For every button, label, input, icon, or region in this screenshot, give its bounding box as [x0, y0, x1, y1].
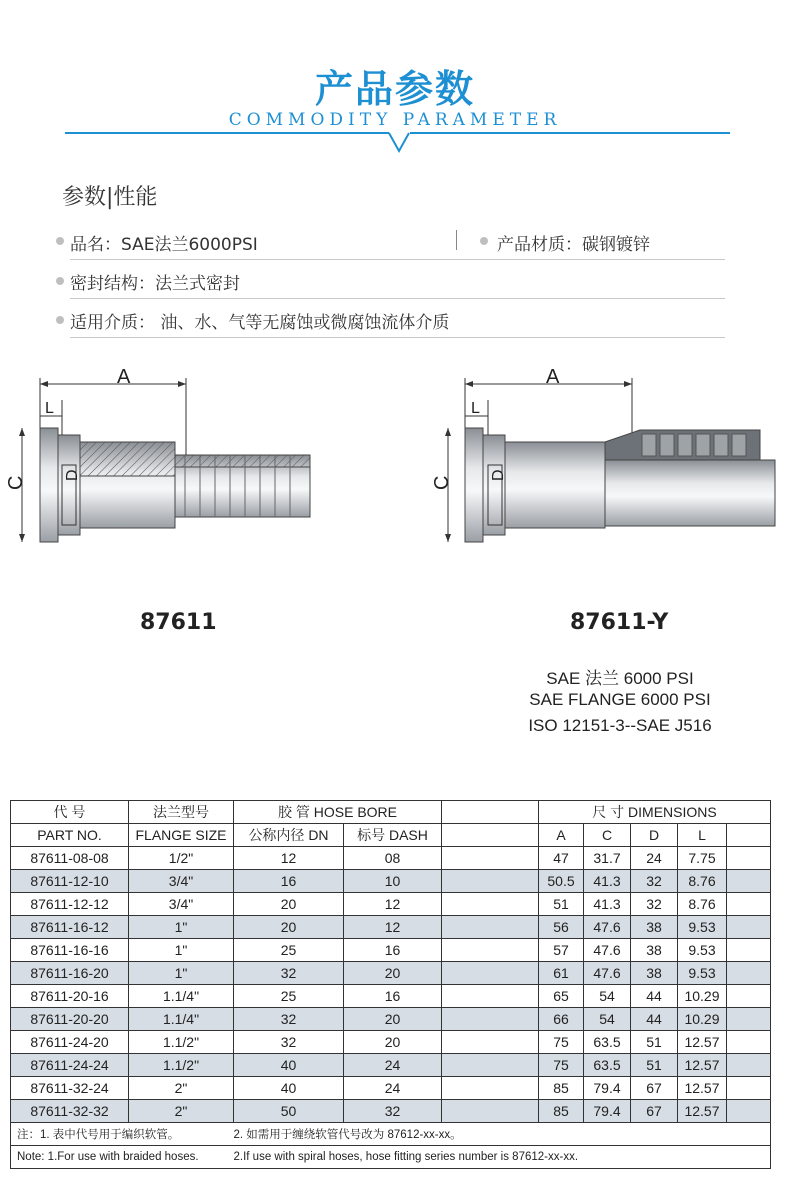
cell-flange: 1.1/2": [129, 1054, 234, 1077]
cell-part-no: 87611-32-24: [11, 1077, 129, 1100]
cell-flange: 1": [129, 939, 234, 962]
cell-c: 41.3: [584, 870, 631, 893]
cell-a: 75: [539, 1031, 584, 1054]
header-blank: [727, 824, 771, 847]
cell-l: 7.75: [678, 847, 727, 870]
row-divider: [70, 259, 725, 260]
cell-dash: 24: [344, 1077, 442, 1100]
cell-blank: [727, 1008, 771, 1031]
cell-d: 67: [631, 1100, 678, 1123]
header-flange-cn: 法兰型号: [129, 801, 234, 824]
note-en-2: 2.If use with spiral hoses, hose fitting series number is 87612-xx-xx.: [234, 1146, 771, 1169]
note-row: [11, 1123, 771, 1146]
cell-dn: 16: [234, 870, 344, 893]
cell-blank: [727, 939, 771, 962]
header-dash: 标号 DASH: [344, 824, 442, 847]
header-l: L: [678, 824, 727, 847]
dimension-a-label: A: [117, 366, 131, 388]
param-material: 产品材质：碳钢镀锌: [497, 235, 650, 255]
cell-d: 44: [631, 985, 678, 1008]
note-cn-2: 2. 如需用于缠绕软管代号改为 87612-xx-xx。: [234, 1123, 771, 1146]
cell-l: 12.57: [678, 1031, 727, 1054]
cell-dn: 25: [234, 939, 344, 962]
cell-a: 51: [539, 893, 584, 916]
header-hose-bore: 胶 管 HOSE BORE: [234, 801, 442, 824]
cell-d: 32: [631, 870, 678, 893]
cell-blank: [442, 893, 539, 916]
cell-a: 57: [539, 939, 584, 962]
param-media: 适用介质： 油、水、气等无腐蚀或微腐蚀流体介质: [70, 313, 450, 333]
cell-flange: 1/2": [129, 847, 234, 870]
cell-flange: 3/4": [129, 893, 234, 916]
dimension-l-label: L: [471, 400, 480, 417]
title-divider-right: [410, 132, 730, 134]
cell-a: 65: [539, 985, 584, 1008]
cell-blank: [727, 1077, 771, 1100]
table-row: [11, 1008, 771, 1031]
table-row: [11, 1031, 771, 1054]
cell-blank: [442, 962, 539, 985]
cell-a: 61: [539, 962, 584, 985]
cell-a: 56: [539, 916, 584, 939]
table-row: [11, 1077, 771, 1100]
cell-l: 9.53: [678, 962, 727, 985]
cell-l: 8.76: [678, 870, 727, 893]
page-subtitle: COMMODITY PARAMETER: [228, 110, 562, 130]
dimension-d-label: D: [490, 469, 507, 481]
cell-dn: 25: [234, 985, 344, 1008]
spec-line-1: SAE 法兰 6000 PSI: [546, 669, 694, 688]
cell-c: 54: [584, 1008, 631, 1031]
cell-a: 66: [539, 1008, 584, 1031]
cell-c: 54: [584, 985, 631, 1008]
cell-dash: 08: [344, 847, 442, 870]
header-part-no: PART NO.: [11, 824, 129, 847]
cell-a: 50.5: [539, 870, 584, 893]
table-row: [11, 962, 771, 985]
cell-flange: 1.1/4": [129, 985, 234, 1008]
cell-flange: 3/4": [129, 870, 234, 893]
cell-c: 31.7: [584, 847, 631, 870]
cell-dn: 40: [234, 1077, 344, 1100]
cell-l: 10.29: [678, 1008, 727, 1031]
spec-line-3: ISO 12151-3--SAE J516: [528, 716, 712, 735]
dimension-l-label: L: [45, 400, 54, 417]
cell-d: 44: [631, 1008, 678, 1031]
cell-l: 8.76: [678, 893, 727, 916]
section-title: 参数|性能: [62, 185, 158, 210]
cell-dn: 40: [234, 1054, 344, 1077]
cell-part-no: 87611-32-32: [11, 1100, 129, 1123]
cell-blank: [442, 1054, 539, 1077]
cell-part-no: 87611-24-24: [11, 1054, 129, 1077]
cell-blank: [442, 985, 539, 1008]
cell-part-no: 87611-16-12: [11, 916, 129, 939]
cell-l: 12.57: [678, 1100, 727, 1123]
cell-a: 85: [539, 1077, 584, 1100]
note-row: [11, 1146, 771, 1169]
cell-blank: [727, 1100, 771, 1123]
cell-part-no: 87611-16-20: [11, 962, 129, 985]
fitting-drawing-87611-y: [420, 360, 790, 560]
cell-a: 85: [539, 1100, 584, 1123]
table-row: [11, 870, 771, 893]
table-header-row: [11, 824, 771, 847]
cell-l: 10.29: [678, 985, 727, 1008]
cell-flange: 2": [129, 1077, 234, 1100]
title-divider-left: [65, 132, 389, 134]
cell-blank: [442, 870, 539, 893]
dimension-c-label: C: [5, 475, 27, 490]
cell-dash: 20: [344, 1008, 442, 1031]
cell-blank: [727, 962, 771, 985]
cell-blank: [442, 1008, 539, 1031]
cell-l: 12.57: [678, 1054, 727, 1077]
cell-l: 9.53: [678, 939, 727, 962]
cell-blank: [727, 870, 771, 893]
cell-a: 47: [539, 847, 584, 870]
cell-part-no: 87611-20-16: [11, 985, 129, 1008]
cell-part-no: 87611-24-20: [11, 1031, 129, 1054]
model-label-right: 87611-Y: [570, 610, 669, 635]
dimension-a-label: A: [546, 366, 560, 388]
param-seal: 密封结构：法兰式密封: [70, 274, 240, 294]
param-separator: [456, 230, 457, 250]
cell-dash: 20: [344, 962, 442, 985]
cell-part-no: 87611-12-10: [11, 870, 129, 893]
cell-d: 38: [631, 962, 678, 985]
model-label-left: 87611: [140, 610, 217, 635]
dimension-c-label: C: [431, 475, 453, 490]
cell-dash: 12: [344, 916, 442, 939]
cell-d: 51: [631, 1054, 678, 1077]
bullet-icon: [56, 237, 64, 245]
cell-d: 32: [631, 893, 678, 916]
bullet-icon: [56, 316, 64, 324]
cell-part-no: 87611-12-12: [11, 893, 129, 916]
cell-dn: 50: [234, 1100, 344, 1123]
cell-d: 67: [631, 1077, 678, 1100]
header-code-cn: 代 号: [11, 801, 129, 824]
cell-dash: 32: [344, 1100, 442, 1123]
cell-dn: 32: [234, 1031, 344, 1054]
cell-dash: 24: [344, 1054, 442, 1077]
fitting-drawing-87611: [0, 360, 330, 560]
note-en-1: Note: 1.For use with braided hoses.: [11, 1146, 234, 1169]
table-row: [11, 1054, 771, 1077]
cell-d: 38: [631, 939, 678, 962]
cell-c: 47.6: [584, 916, 631, 939]
row-divider: [70, 298, 725, 299]
cell-dash: 12: [344, 893, 442, 916]
cell-blank: [727, 985, 771, 1008]
spec-line-2: SAE FLANGE 6000 PSI: [529, 690, 711, 709]
cell-dn: 20: [234, 916, 344, 939]
cell-flange: 1": [129, 962, 234, 985]
table-row: [11, 985, 771, 1008]
header-dn: 公称内径 DN: [234, 824, 344, 847]
cell-dn: 20: [234, 893, 344, 916]
row-divider: [70, 337, 725, 338]
bullet-icon: [56, 277, 64, 285]
note-cn-1: 注：1. 表中代号用于编织软管。: [11, 1123, 234, 1146]
cell-blank: [727, 1031, 771, 1054]
cell-flange: 1.1/4": [129, 1008, 234, 1031]
cell-c: 79.4: [584, 1100, 631, 1123]
cell-c: 63.5: [584, 1031, 631, 1054]
header-blank: [442, 801, 539, 824]
header-d: D: [631, 824, 678, 847]
cell-blank: [727, 847, 771, 870]
header-blank: [442, 824, 539, 847]
param-name: 品名：SAE法兰6000PSI: [70, 235, 258, 255]
cell-blank: [442, 1100, 539, 1123]
table-row: [11, 939, 771, 962]
table-row: [11, 1100, 771, 1123]
dimension-d-label: D: [64, 469, 81, 481]
cell-dash: 16: [344, 939, 442, 962]
cell-part-no: 87611-20-20: [11, 1008, 129, 1031]
table-row: [11, 847, 771, 870]
cell-blank: [727, 1054, 771, 1077]
cell-d: 38: [631, 916, 678, 939]
cell-part-no: 87611-08-08: [11, 847, 129, 870]
cell-dn: 32: [234, 1008, 344, 1031]
header-a: A: [539, 824, 584, 847]
cell-c: 41.3: [584, 893, 631, 916]
cell-flange: 1.1/2": [129, 1031, 234, 1054]
cell-d: 51: [631, 1031, 678, 1054]
header-c: C: [584, 824, 631, 847]
header-dimensions: 尺 寸 DIMENSIONS: [539, 801, 771, 824]
cell-blank: [442, 939, 539, 962]
cell-blank: [442, 1031, 539, 1054]
cell-l: 9.53: [678, 916, 727, 939]
table-header-row: [11, 801, 771, 824]
cell-blank: [442, 1077, 539, 1100]
cell-c: 47.6: [584, 939, 631, 962]
cell-blank: [442, 847, 539, 870]
table-row: [11, 916, 771, 939]
cell-part-no: 87611-16-16: [11, 939, 129, 962]
cell-dn: 32: [234, 962, 344, 985]
cell-blank: [727, 916, 771, 939]
table-row: [11, 893, 771, 916]
cell-flange: 1": [129, 916, 234, 939]
cell-flange: 2": [129, 1100, 234, 1123]
cell-d: 24: [631, 847, 678, 870]
cell-c: 79.4: [584, 1077, 631, 1100]
header-flange-size: FLANGE SIZE: [129, 824, 234, 847]
cell-dn: 12: [234, 847, 344, 870]
cell-c: 63.5: [584, 1054, 631, 1077]
dimensions-table: [10, 800, 771, 1169]
cell-blank: [727, 893, 771, 916]
cell-a: 75: [539, 1054, 584, 1077]
bullet-icon: [480, 237, 488, 245]
page-title: 产品参数: [314, 67, 475, 111]
cell-dash: 20: [344, 1031, 442, 1054]
cell-l: 12.57: [678, 1077, 727, 1100]
cell-c: 47.6: [584, 962, 631, 985]
chevron-down-icon: [388, 132, 410, 154]
cell-dash: 10: [344, 870, 442, 893]
cell-dash: 16: [344, 985, 442, 1008]
cell-blank: [442, 916, 539, 939]
